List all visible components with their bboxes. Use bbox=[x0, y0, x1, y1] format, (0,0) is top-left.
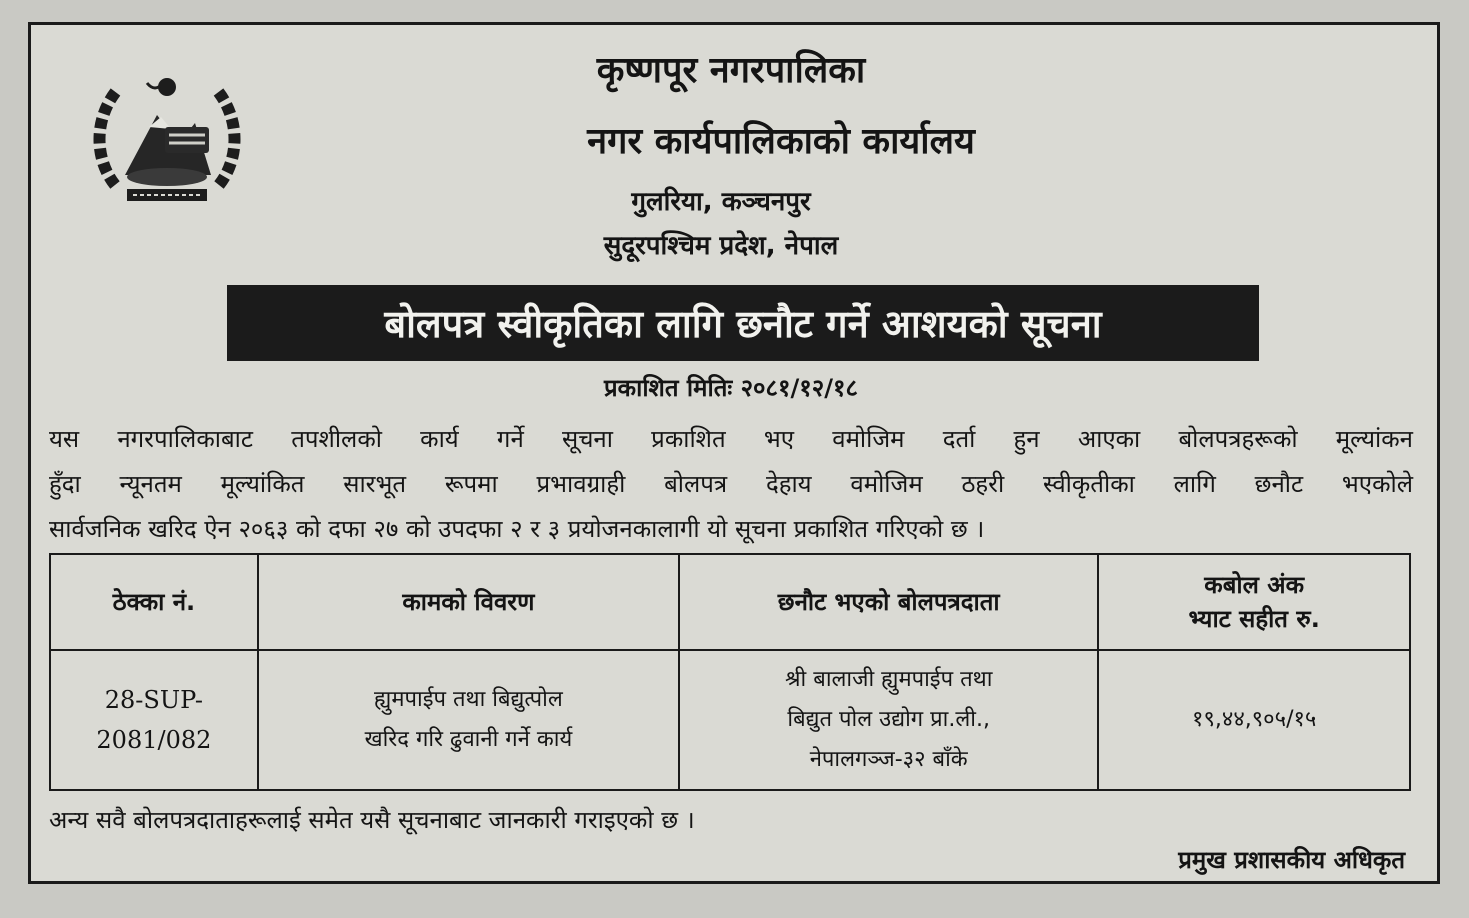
table-row bbox=[50, 650, 1410, 790]
notice-title: बोलपत्र स्वीकृतिका लागि छनौट गर्ने आशयको सूचना bbox=[384, 302, 1102, 346]
bidder-line: बिद्युत पोल उद्योग प्रा.ली., bbox=[787, 707, 990, 732]
description-line: खरिद गरि ढुवानी गर्ने कार्य bbox=[364, 727, 573, 752]
cell-bidder bbox=[679, 650, 1098, 790]
description-line: ह्युमपाईप तथा बिद्युत्पोल bbox=[374, 687, 563, 712]
header-amount-line: भ्याट सहीत रु. bbox=[1188, 605, 1320, 633]
header-contract-no: ठेक्का नं. bbox=[50, 554, 258, 650]
header-amount-line: कबोल अंक bbox=[1204, 571, 1305, 599]
selected-bid-table bbox=[49, 553, 1411, 791]
body-line: यस नगरपालिकाबाट तपशीलको कार्य गर्ने सूचना प्रकाशित भए वमोजिम दर्ता हुन आएका बोलपत्रहरूको मूल्यांकन bbox=[49, 425, 1413, 453]
signatory-title: प्रमुख प्रशासकीय अधिकृत bbox=[1178, 846, 1405, 874]
cell-description bbox=[258, 650, 679, 790]
header-description: कामको विवरण bbox=[258, 554, 679, 650]
footer-note: अन्य सवै बोलपत्रदाताहरूलाई समेत यसै सूचनाबाट जानकारी गराइएको छ । bbox=[49, 806, 695, 834]
header-bidder: छनौट भएको बोलपत्रदाता bbox=[679, 554, 1098, 650]
notice-title-banner bbox=[227, 285, 1259, 361]
tender-notice bbox=[28, 22, 1440, 884]
published-date-line bbox=[431, 371, 1031, 405]
cell-contract-no bbox=[50, 650, 258, 790]
published-label: प्रकाशित मितिः bbox=[604, 374, 733, 402]
office-name: नगर कार्यपालिकाको कार्यालय bbox=[587, 121, 975, 162]
header-amount bbox=[1098, 554, 1410, 650]
notice-body bbox=[49, 417, 1413, 552]
body-line: हुँदा न्यूनतम मूल्यांकित सारभूत रूपमा प्रभावग्राही बोलपत्र देहाय वमोजिम ठहरी स्वीकृतीका लागि छनौट भएकोले bbox=[49, 470, 1413, 498]
province-country: सुदूरपश्चिम प्रदेश, नेपाल bbox=[603, 231, 839, 261]
cell-amount: १९,४४,९०५/१५ bbox=[1098, 650, 1410, 790]
body-line: सार्वजनिक खरिद ऐन २०६३ को दफा २७ को उपदफा २ र ३ प्रयोजनकालागी यो सूचना प्रकाशित गरिएको छ । bbox=[49, 515, 985, 543]
nepal-government-emblem-icon bbox=[87, 65, 247, 210]
contract-no-line: 2081/082 bbox=[96, 726, 212, 754]
municipality-name: कृष्णपूर नगरपालिका bbox=[596, 50, 866, 91]
office-location: गुलरिया, कञ्चनपुर bbox=[631, 187, 811, 217]
table-header-row bbox=[50, 554, 1410, 650]
bidder-line: श्री बालाजी ह्युमपाईप तथा bbox=[784, 667, 993, 692]
published-date: २०८१/१२/१८ bbox=[740, 374, 858, 402]
contract-no-line: 28-SUP- bbox=[104, 686, 204, 714]
bidder-line: नेपालगञ्ज-३२ बाँके bbox=[809, 747, 968, 772]
